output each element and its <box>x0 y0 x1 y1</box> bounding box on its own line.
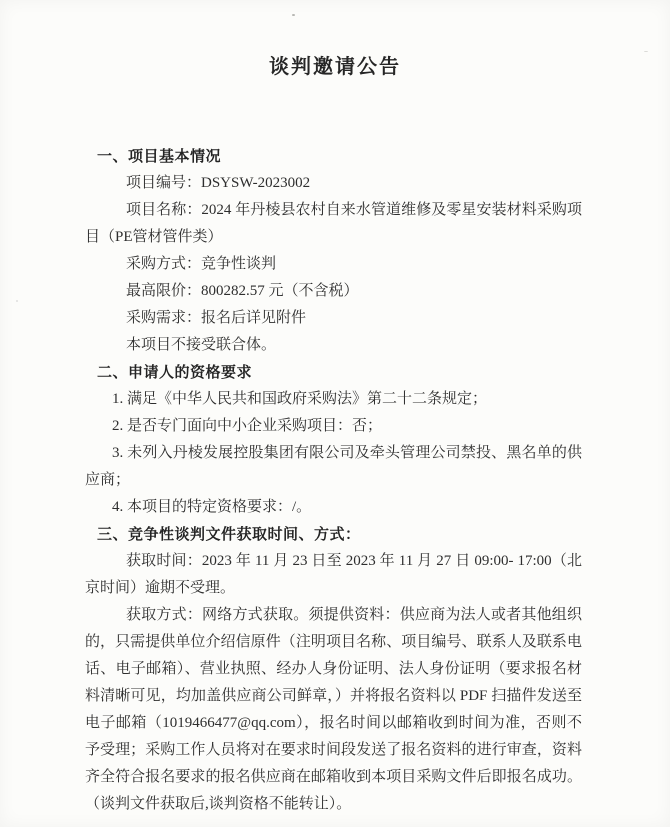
qualification-item-4: 4. 本项目的特定资格要求：/。 <box>112 499 312 515</box>
project-number: 项目编号：DSYSW-2023002 <box>126 175 311 191</box>
qualification-item-2: 2. 是否专门面向中小企业采购项目：否； <box>112 418 383 434</box>
acquisition-method: 获取方式：网络方式获取。须提供资料：供应商为法人或者其他组织的，只需提供单位介绍信原件（注明项目名称、项目编号、联系人及联系电话、电子邮箱）、营业执照、经办人身份证明、法人身份证明（要求报名材料清晰可见，均加盖供应商公司鲜章，）并将报名资料以 PDF 扫描件发送至电子邮箱（1019466477@qq.com），报名时间以邮箱收到时间为准，否则不予受理；采购工作人员将对在要求时间段发送了报名资料的进行审查，资料齐全符合报名要求的报名供应商在邮箱收到本项目采购文件后即报名成功。（谈判文件获取后,谈判资格不能转让）。 <box>85 607 582 812</box>
acquisition-time: 获取时间：2023 年 11 月 23 日至 2023 年 11 月 27 日 09:00- 17:00（北京时间）逾期不受理。 <box>85 553 582 596</box>
consortium-note: 本项目不接受联合体。 <box>126 337 277 353</box>
procurement-method: 采购方式：竞争性谈判 <box>126 256 277 272</box>
qualification-item-3: 3. 未列入丹棱发展控股集团有限公司及牵头管理公司禁投、黑名单的供应商； <box>85 445 582 488</box>
section-1-heading: 一、项目基本情况 <box>97 148 222 165</box>
max-price: 最高限价：800282.57 元（不含税） <box>126 283 359 299</box>
scan-speck <box>292 14 295 16</box>
procurement-requirements: 采购需求：报名后详见附件 <box>126 310 307 326</box>
qualification-item-1: 1. 满足《中华人民共和国政府采购法》第二十二条规定； <box>112 391 488 407</box>
project-name: 项目名称：2024 年丹棱县农村自来水管道维修及零星安装材料采购项目（PE管材管件类） <box>85 202 582 245</box>
section-2-heading: 二、申请人的资格要求 <box>97 364 253 381</box>
page-title: 谈判邀请公告 <box>269 56 401 78</box>
scan-speck <box>16 300 18 302</box>
section-3-heading: 三、竞争性谈判文件获取时间、方式： <box>97 526 361 543</box>
document-body <box>85 143 582 818</box>
